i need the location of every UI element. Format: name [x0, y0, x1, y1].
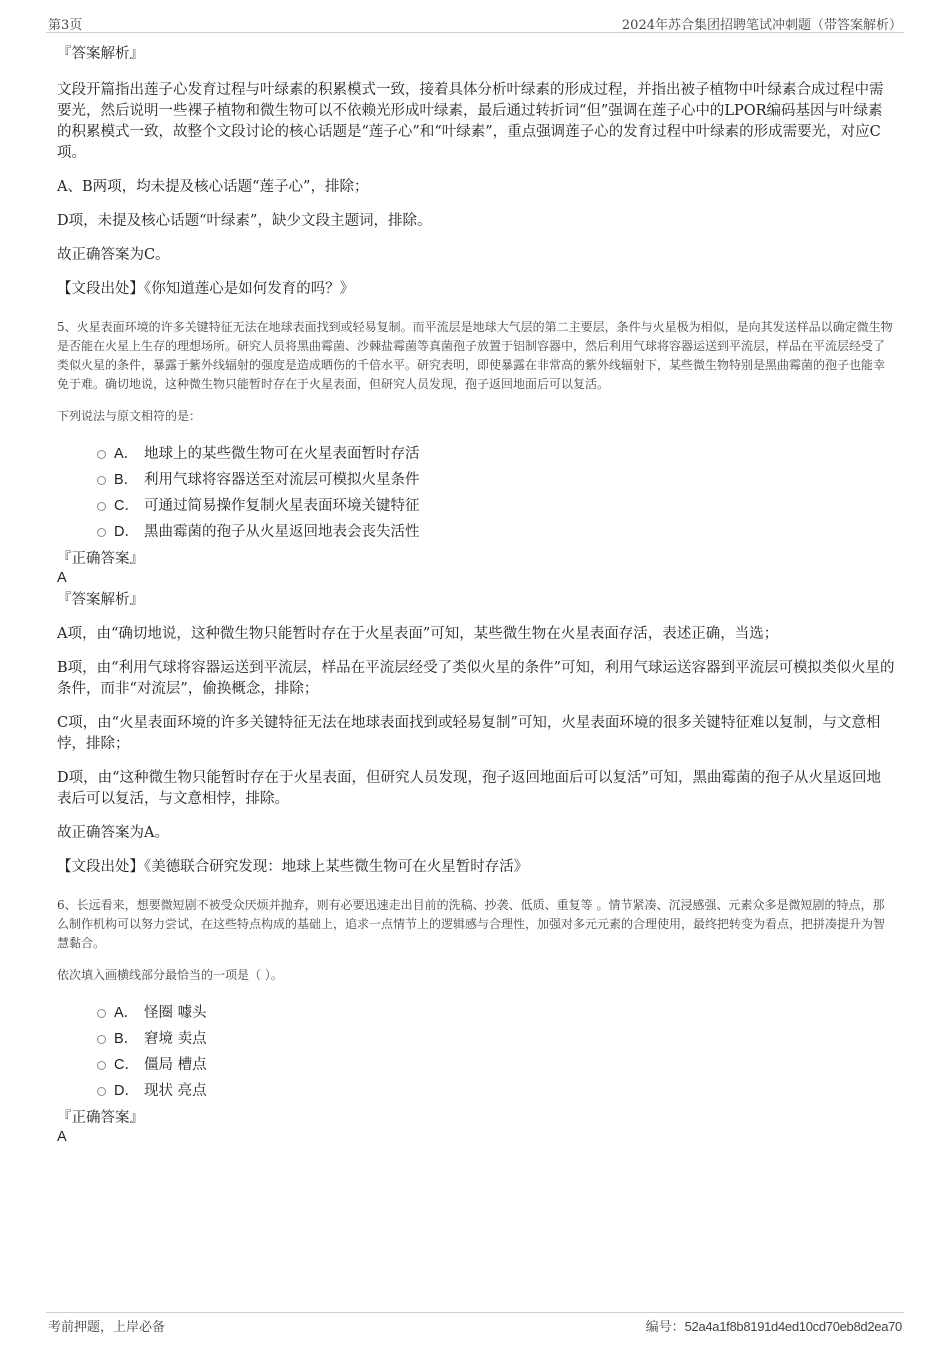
radio-icon[interactable]	[97, 476, 106, 485]
q5-analysis-a: A项，由“确切地说，这种微生物只能暂时存在于火星表面”可知，某些微生物在火星表面存活，表述正确，当选；	[57, 626, 779, 642]
page-content	[57, 44, 895, 1147]
radio-icon[interactable]	[97, 528, 106, 537]
q4-analysis-paragraph: 文段开篇指出莲子心发育过程与叶绿素的积累模式一致，接着具体分析叶绿素的形成过程，并指出被子植物中叶绿素合成过程中需要光，然后说明一些裸子植物和微生物可以不依赖光形成叶绿素，最后通过转折词“但”强调在莲子心中的LPOR编码基因与叶绿素的积累模式一致，故整个文段讨论的核心话题是“莲子心”和“叶绿素”，重点强调莲子心的发育过程中叶绿素的形成需要光，对应C项。	[57, 82, 884, 161]
q4-analysis-ab: A、B两项，均未提及核心话题“莲子心”，排除；	[57, 179, 369, 195]
q5-analysis-label: 『答案解析』	[57, 592, 144, 608]
radio-icon[interactable]	[97, 1061, 106, 1070]
q5-option-d[interactable]: D． 黑曲霉菌的孢子从火星返回地表会丧失活性	[97, 517, 895, 543]
q6-question: 依次填入画横线部分最恰当的一项是（ ）。	[57, 968, 283, 982]
q5-question: 下列说法与原文相符的是：	[57, 409, 202, 423]
radio-icon[interactable]	[97, 502, 106, 511]
analysis-label: 『答案解析』	[57, 46, 144, 62]
document-id	[646, 1316, 902, 1335]
q6-correct-answer: A	[57, 1129, 67, 1145]
q5-source: 【文段出处】《美德联合研究发现：地球上某些微生物可在火星暂时存活》	[57, 859, 529, 875]
q5-correct-label: 『正确答案』	[57, 551, 144, 567]
q6-option-d[interactable]: D． 现状 亮点	[97, 1076, 895, 1102]
q5-options	[97, 439, 895, 543]
q6-option-a[interactable]: A． 怪圈 噱头	[97, 998, 895, 1024]
document-id-code: 52a4a1f8b8191d4ed10cd70eb8d2ea70	[684, 1319, 902, 1334]
radio-icon[interactable]	[97, 1087, 106, 1096]
q5-correct-answer: A	[57, 570, 67, 586]
radio-icon[interactable]	[97, 1009, 106, 1018]
radio-icon[interactable]	[97, 450, 106, 459]
q4-conclusion: 故正确答案为C。	[57, 247, 170, 263]
q5-analysis-b: B项，由“利用气球将容器运送到平流层，样品在平流层经受了类似火星的条件”可知，利用气球运送容器到平流层可模拟类似火星的条件，而非“对流层”，偷换概念，排除；	[57, 660, 895, 697]
q5-conclusion: 故正确答案为A。	[57, 825, 169, 841]
q5-option-a[interactable]: A． 地球上的某些微生物可在火星表面暂时存活	[97, 439, 895, 465]
q6-option-c[interactable]: C． 僵局 槽点	[97, 1050, 895, 1076]
document-id-label: 编号：	[645, 1320, 685, 1335]
q6-options	[97, 998, 895, 1102]
page-footer	[46, 1312, 904, 1333]
page-number: 第3页	[48, 18, 83, 33]
document-title: 2024年苏合集团招聘笔试冲刺题（带答案解析）	[621, 18, 902, 33]
q6-stem: 6、长远看来，想要微短剧不被受众厌烦并抛弃，则有必要迅速走出目前的洗稿、抄袭、低质、重复等 。情节紧凑、沉浸感强、元素众多是微短剧的特点，那么制作机构可以努力尝试，在这些特点构成的基础上，追求一点情节上的逻辑感与合理性，加强对多元元素的合理使用，最终把转变为看点，把拼凑提升为智慧黏合。	[57, 898, 886, 950]
q4-analysis-d: D项，未提及核心话题“叶绿素”，缺少文段主题词，排除。	[57, 213, 432, 229]
q5-option-c[interactable]: C． 可通过简易操作复制火星表面环境关键特征	[97, 491, 895, 517]
q6-option-b[interactable]: B． 窘境 卖点	[97, 1024, 895, 1050]
q5-option-b[interactable]: B． 利用气球将容器送至对流层可模拟火星条件	[97, 465, 895, 491]
q4-source: 【文段出处】《你知道莲心是如何发育的吗？》	[57, 281, 355, 297]
q5-analysis-d: D项，由“这种微生物只能暂时存在于火星表面，但研究人员发现，孢子返回地面后可以复活”可知，黑曲霉菌的孢子从火星返回地表后可以复活，与文意相悖，排除。	[57, 770, 881, 807]
footer-slogan: 考前押题，上岸必备	[48, 1320, 166, 1335]
q6-correct-label: 『正确答案』	[57, 1110, 144, 1126]
q5-analysis-c: C项，由“火星表面环境的许多关键特征无法在地球表面找到或轻易复制”可知，火星表面环境的很多关键特征难以复制，与文意相悖，排除；	[57, 715, 881, 752]
page-header	[46, 14, 904, 33]
radio-icon[interactable]	[97, 1035, 106, 1044]
q5-stem: 5、火星表面环境的许多关键特征无法在地球表面找到或轻易复制。而平流层是地球大气层的第二主要层，条件与火星极为相似，是向其发送样品以确定微生物是否能在火星上生存的理想场所。研究人员将黑曲霉菌、沙棘盐霉菌等真菌孢子放置于铝制容器中，然后利用气球将容器运送到平流层，样品在平流层经受了类似火星的条件，暴露于紫外线辐射的强度是造成晒伤的千倍水平。研究表明，即使暴露在非常高的紫外线辐射下，某些微生物特别是黑曲霉菌的孢子也能幸免于难。确切地说，这种微生物只能暂时存在于火星表面，但研究人员发现，孢子返回地面后可以复活。	[57, 320, 893, 391]
